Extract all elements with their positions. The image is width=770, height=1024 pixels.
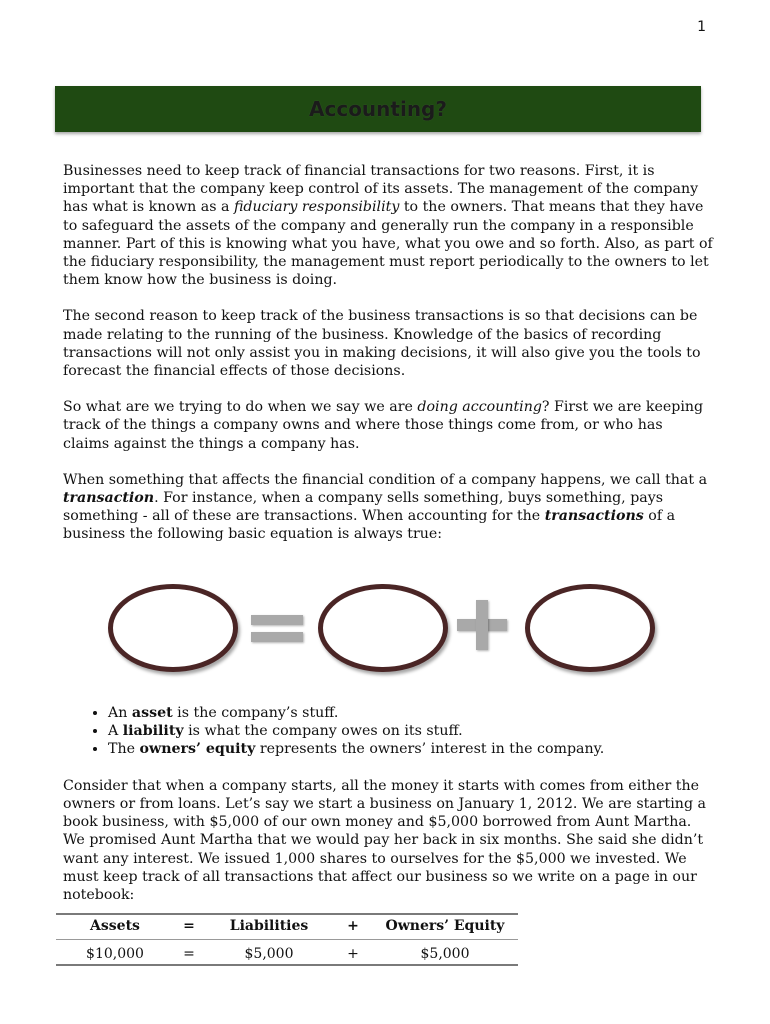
paragraph-doing-accounting: So what are we trying to do when we say we are doing accounting? First we are keeping track of the things a company owns and where those things come from, or who has claims against the things a company has.	[63, 399, 704, 452]
title-banner	[55, 86, 701, 132]
owners-equity-oval	[525, 584, 655, 672]
header-assets: Assets	[56, 914, 174, 940]
cell-owners-equity: $5,000	[372, 940, 518, 966]
term-doing-accounting: doing accounting	[417, 399, 542, 416]
ledger-header-row	[56, 914, 518, 940]
equals-sign-bottom	[251, 632, 303, 642]
paragraph-book-business: Consider that when a company starts, all the money it starts with comes from either the owners or from loans. Let’s say we start a business on January 1, 2012. We are starting a book business, with $5,000 of our own money and $5,000 borrowed from Aunt Martha. We promised Aunt Martha that we would pay her back in six months. She said she didn’t want any interest. We issued 1,000 shares to ourselves for the $5,000 we invested. We must keep track of all transactions that affect our business so we write on a page in our notebook:	[63, 777, 706, 904]
equals-sign-top	[251, 615, 303, 625]
cell-equals: =	[174, 940, 204, 966]
definitions-list	[63, 704, 713, 759]
cell-liabilities: $5,000	[204, 940, 334, 966]
header-owners-equity: Owners’ Equity	[372, 914, 518, 940]
paragraph-decisions: The second reason to keep track of the business transactions is so that decisions can be made relating to the running of the business. Knowledge of the basics of recording transactions will not only assist you in making decisions, it will also give you the tools to forecast the financial effects of those decisions.	[63, 308, 701, 380]
list-item: • A liability is what the company owes on its stuff.	[108, 722, 713, 740]
paragraph-transaction: When something that affects the financial condition of a company happens, we call that a transaction. For instance, when a company sells something, buys something, pays something - all of these are transactions. When accounting for the transactions of a business the following basic equation is always true:	[63, 471, 708, 543]
paragraph-fiduciary: Businesses need to keep track of financial transactions for two reasons. First, it is important that the company keep control of its assets. The management of the company has what is known as a fiduciary responsibility to the owners. That means that they have to safeguard the assets of the company and generally run the company in a responsible manner. Part of this is knowing what you have, what you owe and so forth. Also, as part of the fiduciary responsibility, the management must report periodically to the owners to let them know how the business is doing.	[63, 163, 713, 289]
term-transactions: transactions	[544, 508, 644, 525]
cell-plus: +	[334, 940, 372, 966]
accounting-equation-diagram	[63, 584, 713, 684]
term-fiduciary: fiduciary responsibility	[233, 199, 400, 216]
page-title: Accounting?	[309, 97, 447, 121]
plus-sign-vertical	[476, 600, 488, 650]
term-transaction: transaction	[63, 490, 155, 507]
document-body	[63, 162, 713, 904]
header-plus: +	[334, 914, 372, 940]
header-liabilities: Liabilities	[204, 914, 334, 940]
page-number: 1	[697, 19, 706, 35]
ledger-table	[56, 913, 518, 966]
assets-oval	[108, 584, 238, 672]
ledger-row	[56, 940, 518, 966]
header-equals: =	[174, 914, 204, 940]
cell-assets: $10,000	[56, 940, 174, 966]
liabilities-oval	[318, 584, 448, 672]
list-item: • An asset is the company’s stuff.	[108, 704, 713, 722]
list-item: • The owners’ equity represents the owners’ interest in the company.	[108, 740, 713, 758]
